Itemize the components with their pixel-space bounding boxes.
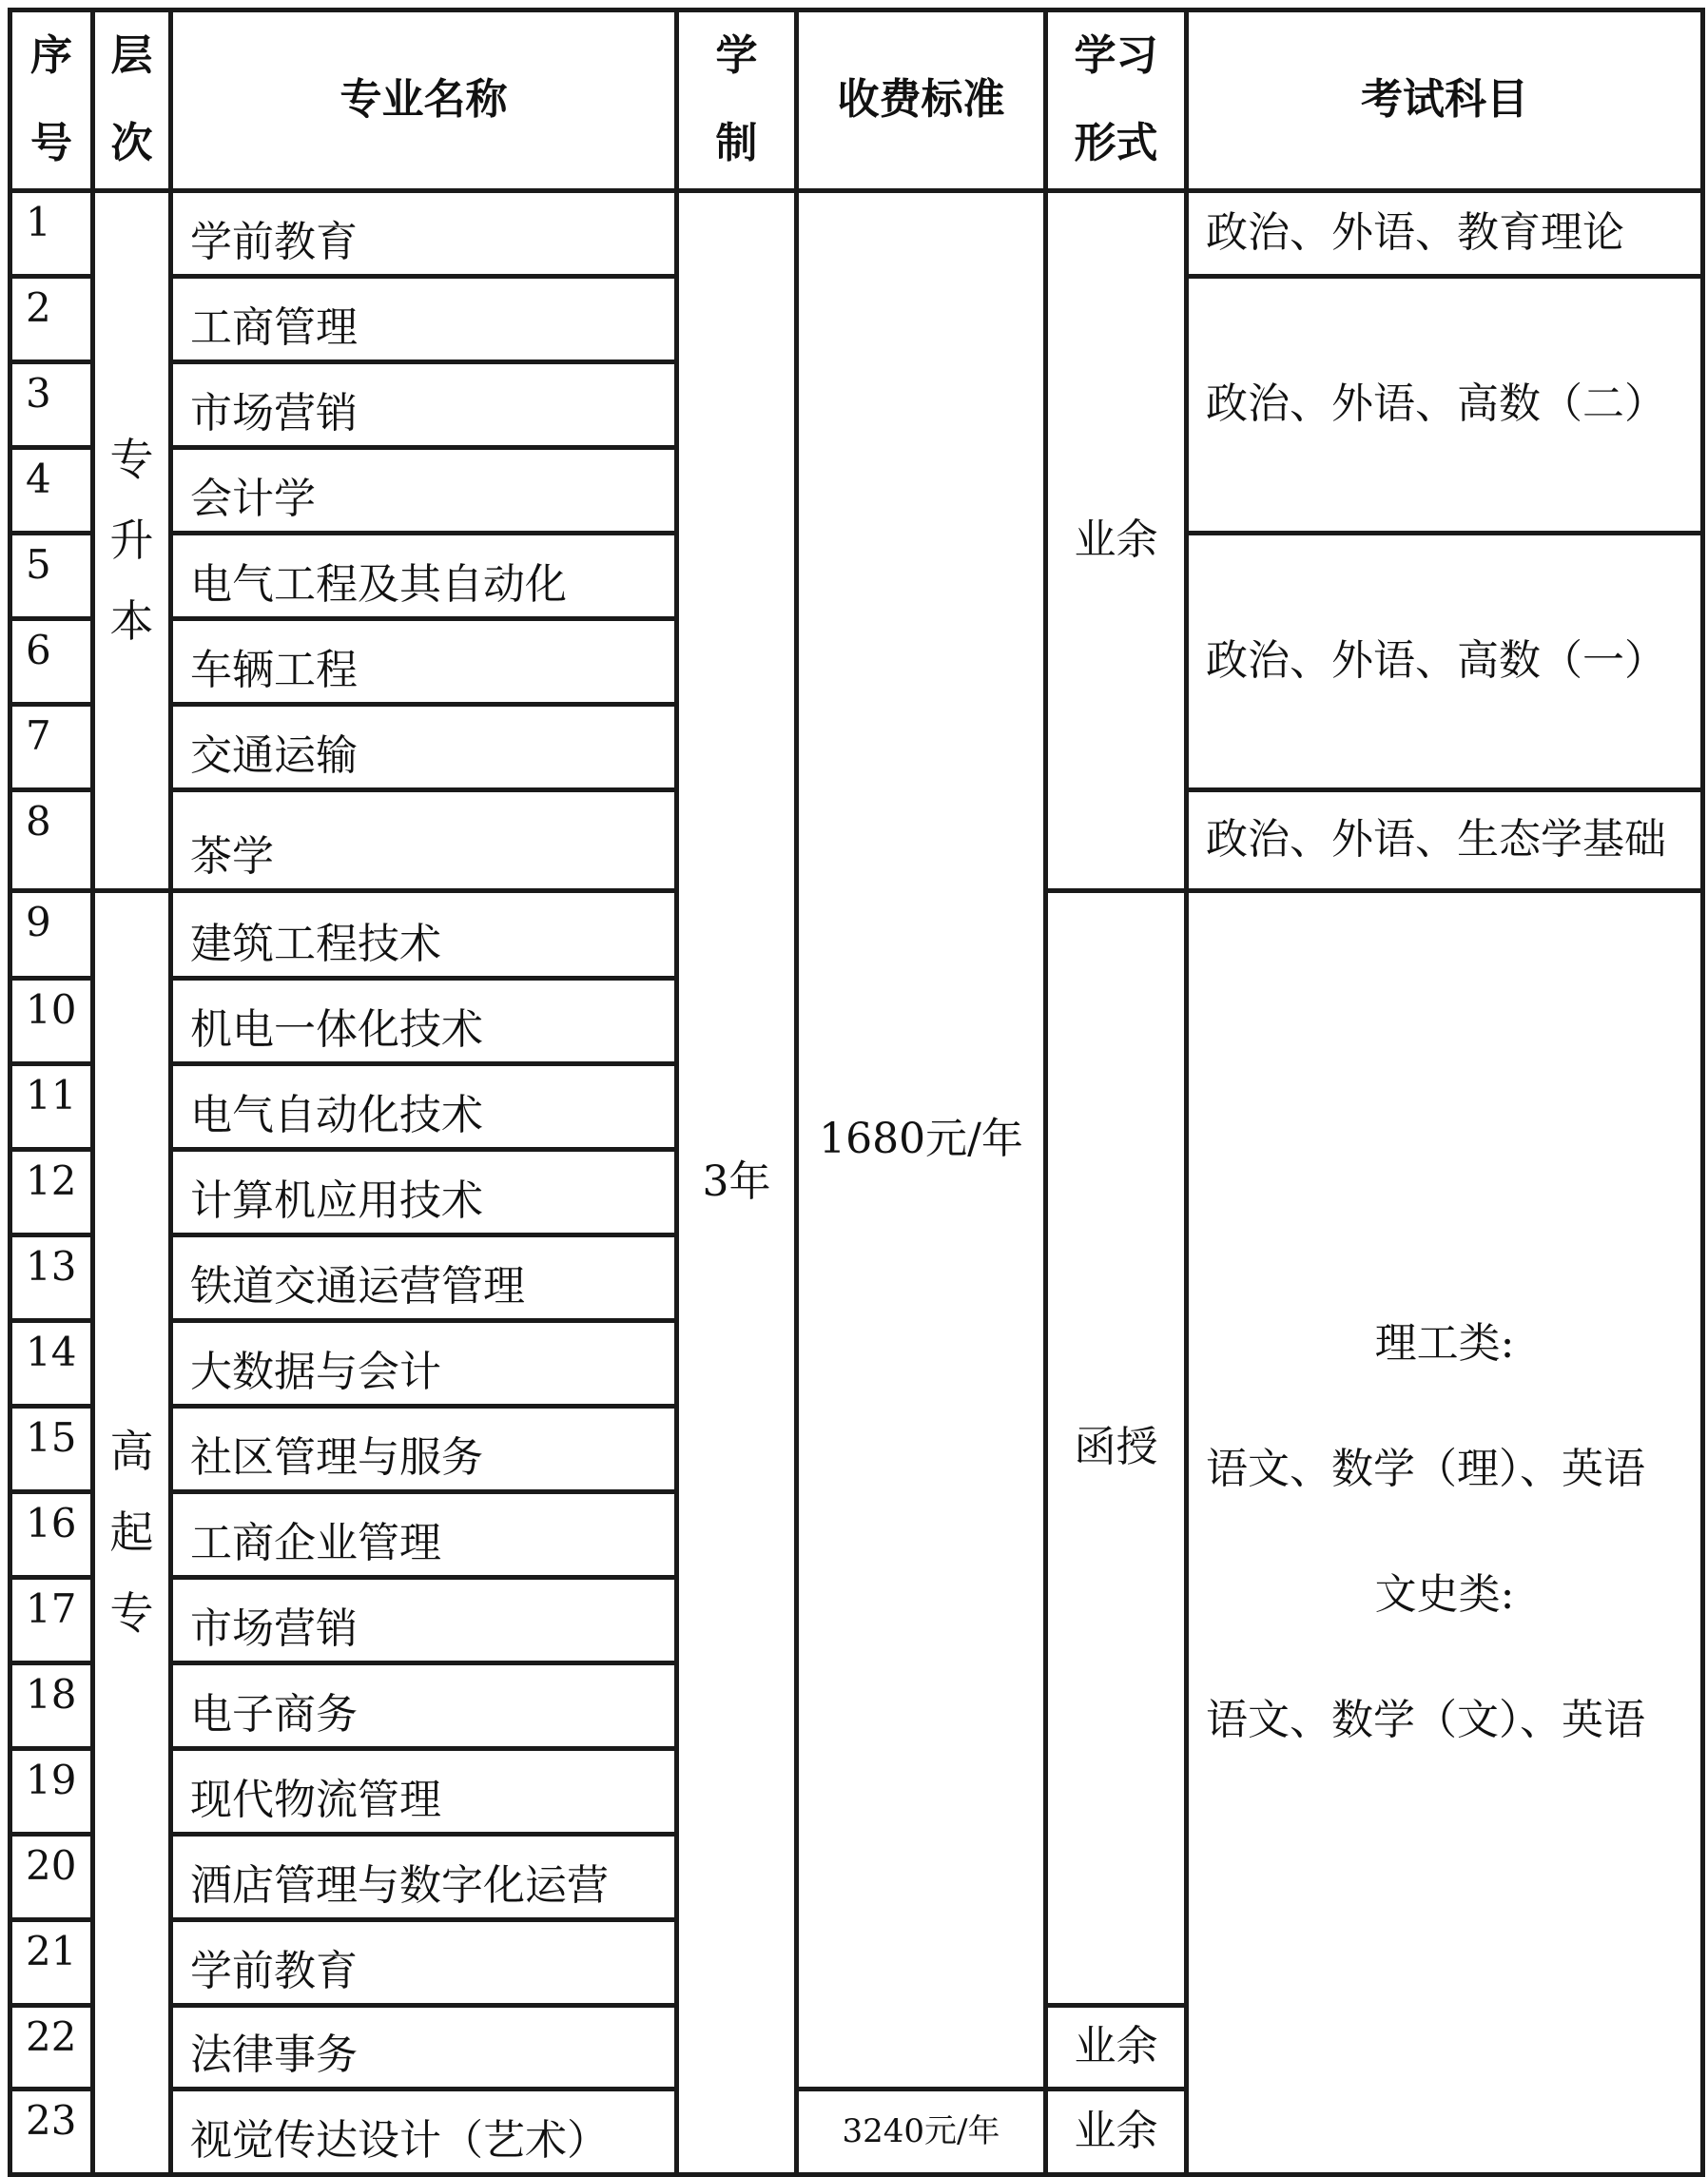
major-name: 酒店管理与数字化运营 bbox=[171, 1834, 677, 1919]
header-exam: 考试科目 bbox=[1187, 10, 1703, 191]
exam-subjects-college bbox=[1187, 890, 1703, 2174]
fee-art: 3240元/年 bbox=[797, 2089, 1046, 2174]
row-number: 21 bbox=[10, 1919, 93, 2005]
row-number: 5 bbox=[10, 533, 93, 618]
major-name: 市场营销 bbox=[171, 1577, 677, 1662]
row-number: 3 bbox=[10, 361, 93, 447]
header-major: 专业名称 bbox=[171, 10, 677, 191]
level-college: 高 起 专 bbox=[93, 890, 171, 2174]
major-name: 电气自动化技术 bbox=[171, 1063, 677, 1149]
row-number: 2 bbox=[10, 276, 93, 361]
exam-subjects-ecology: 政治、外语、生态学基础 bbox=[1187, 789, 1703, 890]
major-name: 市场营销 bbox=[171, 361, 677, 447]
row-number: 8 bbox=[10, 789, 93, 890]
table-row bbox=[10, 190, 1703, 276]
row-number: 7 bbox=[10, 704, 93, 789]
row-number: 6 bbox=[10, 618, 93, 704]
major-name: 学前教育 bbox=[171, 190, 677, 276]
major-name: 会计学 bbox=[171, 447, 677, 533]
exam-subjects-math1: 政治、外语、高数（一） bbox=[1187, 533, 1703, 789]
exam-category-sci: 理工类: bbox=[1374, 1319, 1515, 1369]
row-number: 19 bbox=[10, 1748, 93, 1834]
row-number: 13 bbox=[10, 1234, 93, 1320]
duration-cell: 3年 bbox=[677, 190, 797, 2174]
fee-standard: 1680元/年 bbox=[797, 190, 1046, 2089]
major-name: 电子商务 bbox=[171, 1662, 677, 1748]
major-name: 工商管理 bbox=[171, 276, 677, 361]
row-number: 20 bbox=[10, 1834, 93, 1919]
header-study-form: 学习 形式 bbox=[1046, 10, 1187, 191]
row-number: 17 bbox=[10, 1577, 93, 1662]
level-upgrade: 专 升 本 bbox=[93, 190, 171, 890]
major-name: 茶学 bbox=[171, 789, 677, 890]
major-name: 建筑工程技术 bbox=[171, 890, 677, 978]
header-seq: 序 号 bbox=[10, 10, 93, 191]
exam-subjects-math2: 政治、外语、高数（二） bbox=[1187, 276, 1703, 533]
row-number: 22 bbox=[10, 2005, 93, 2089]
row-number: 23 bbox=[10, 2089, 93, 2174]
major-name: 铁道交通运营管理 bbox=[171, 1234, 677, 1320]
major-name: 现代物流管理 bbox=[171, 1748, 677, 1834]
row-number: 12 bbox=[10, 1149, 93, 1234]
exam-subjects-arts: 语文、数学（文）、英语 bbox=[1206, 1696, 1645, 1745]
header-duration: 学 制 bbox=[677, 10, 797, 191]
major-name: 电气工程及其自动化 bbox=[171, 533, 677, 618]
major-name: 学前教育 bbox=[171, 1919, 677, 2005]
header-level: 层 次 bbox=[93, 10, 171, 191]
major-name: 法律事务 bbox=[171, 2005, 677, 2089]
admissions-table bbox=[8, 8, 1705, 2177]
major-name: 视觉传达设计（艺术） bbox=[171, 2089, 677, 2174]
header-row bbox=[10, 10, 1703, 191]
major-name: 机电一体化技术 bbox=[171, 978, 677, 1063]
header-fee: 收费标准 bbox=[797, 10, 1046, 191]
major-name: 车辆工程 bbox=[171, 618, 677, 704]
row-number: 1 bbox=[10, 190, 93, 276]
major-name: 交通运输 bbox=[171, 704, 677, 789]
row-number: 15 bbox=[10, 1406, 93, 1491]
study-form-parttime-23: 业余 bbox=[1046, 2089, 1187, 2174]
row-number: 4 bbox=[10, 447, 93, 533]
major-name: 计算机应用技术 bbox=[171, 1149, 677, 1234]
major-name: 工商企业管理 bbox=[171, 1491, 677, 1577]
row-number: 16 bbox=[10, 1491, 93, 1577]
major-name: 社区管理与服务 bbox=[171, 1406, 677, 1491]
study-form-parttime-22: 业余 bbox=[1046, 2005, 1187, 2089]
row-number: 14 bbox=[10, 1320, 93, 1406]
major-name: 大数据与会计 bbox=[171, 1320, 677, 1406]
study-form-parttime: 业余 bbox=[1046, 190, 1187, 890]
study-form-correspondence: 函授 bbox=[1046, 890, 1187, 2005]
row-number: 18 bbox=[10, 1662, 93, 1748]
exam-category-arts: 文史类: bbox=[1374, 1570, 1515, 1620]
row-number: 10 bbox=[10, 978, 93, 1063]
exam-subjects-sci: 语文、数学（理）、英语 bbox=[1206, 1445, 1645, 1494]
exam-subjects-edu: 政治、外语、教育理论 bbox=[1187, 190, 1703, 276]
row-number: 11 bbox=[10, 1063, 93, 1149]
row-number: 9 bbox=[10, 890, 93, 978]
